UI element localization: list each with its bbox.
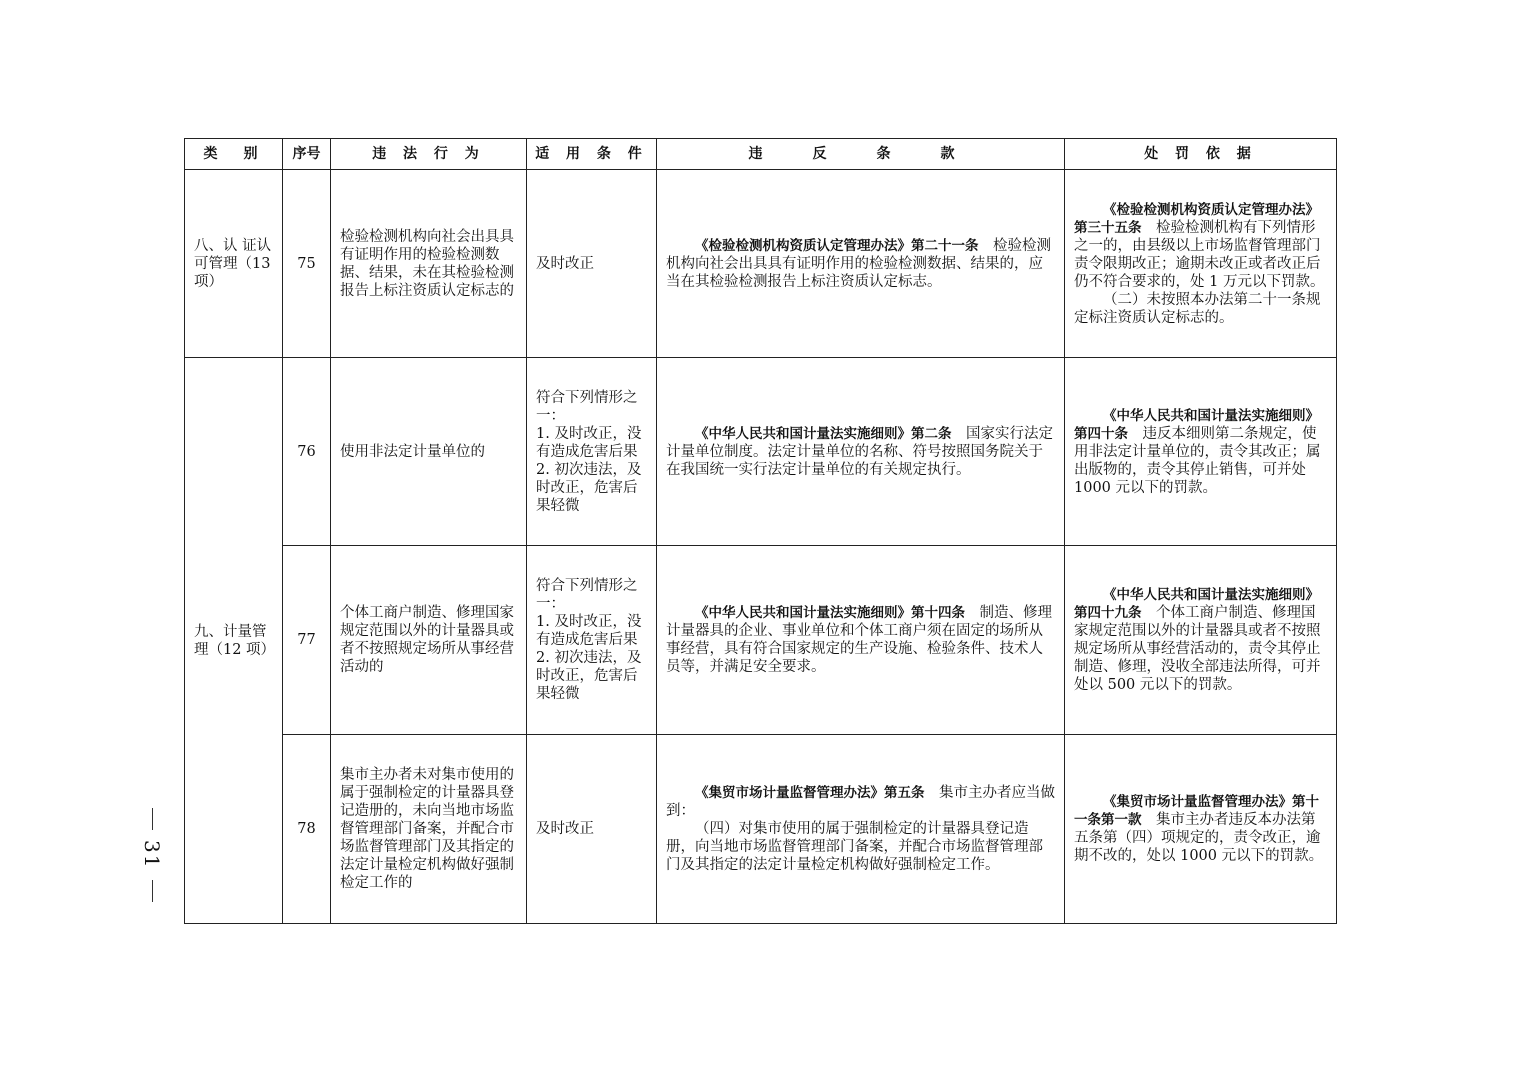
header-seq: 序号 [283, 139, 331, 170]
penalty-text: 检验检测机构有下列情形之一的，由县级以上市场监督管理部门责令限期改正；逾期未改正或者改正后仍不符合要求的，处 1 万元以下罚款。 [1074, 219, 1325, 290]
page-number-dash [152, 880, 153, 902]
condition-cell: 及时改正 [527, 735, 657, 924]
condition-cell [527, 358, 657, 546]
page-number [132, 800, 172, 910]
header-penalty: 处 罚 依 据 [1065, 139, 1337, 170]
clause-title: 《中华人民共和国计量法实施细则》第二条 [695, 425, 952, 442]
condition-cell: 及时改正 [527, 170, 657, 358]
header-clause: 违 反 条 款 [657, 139, 1065, 170]
seq-cell: 76 [283, 358, 331, 546]
clause-title: 《中华人民共和国计量法实施细则》第十四条 [695, 605, 965, 621]
clause-title: 《检验检测机构资质认定管理办法》第二十一条 [695, 237, 979, 254]
header-condition: 适 用 条 件 [527, 139, 657, 170]
clause-text: 检验检测机构向社会出具具有证明作用的检验检测数据、结果的，应当在其检验检测报告上标注资质认定标志。 [666, 237, 1051, 290]
condition-line: 2. 初次违法，及时改正，危害后果轻微 [536, 461, 642, 514]
page-number-text: 31 [140, 840, 164, 870]
penalty-title: 《集贸市场计量监督管理办法》第十一条第一款 [1074, 794, 1319, 828]
table-row [185, 170, 1337, 358]
penalty-cell [1065, 735, 1337, 924]
seq-cell: 78 [283, 735, 331, 924]
table-row [185, 546, 1337, 735]
condition-line: 符合下列情形之一： [536, 389, 638, 424]
clause-title: 《集贸市场计量监督管理办法》第五条 [695, 785, 925, 801]
seq-cell: 77 [283, 546, 331, 735]
penalty-cell [1065, 546, 1337, 735]
clause-text: 集市主办者应当做到： [666, 785, 1055, 819]
penalty-title: 《中华人民共和国计量法实施细则》第四十九条 [1074, 587, 1319, 621]
condition-line: 1. 及时改正，没有造成危害后果 [536, 614, 642, 648]
clause-text: 国家实行法定计量单位制度。法定计量单位的名称、符号按照国务院关于在我国统一实行法定计量单位的有关规定执行。 [666, 425, 1053, 478]
penalty-cell [1065, 170, 1337, 358]
header-row [185, 139, 1337, 170]
clause-cell [657, 735, 1065, 924]
condition-line: 符合下列情形之一： [536, 578, 638, 612]
penalty-title: 《检验检测机构资质认定管理办法》第三十五条 [1074, 201, 1319, 236]
condition-line: 2. 初次违法，及时改正，危害后果轻微 [536, 650, 642, 702]
penalty-cell [1065, 358, 1337, 546]
behavior-cell: 使用非法定计量单位的 [331, 358, 527, 546]
penalty-title: 《中华人民共和国计量法实施细则》第四十条 [1074, 407, 1319, 442]
penalty-text: 违反本细则第二条规定，使用非法定计量单位的，责令其改正；属出版物的，责令其停止销售，可并处 1000 元以下的罚款。 [1074, 425, 1321, 496]
clause-text-item: （四）对集市使用的属于强制检定的计量器具登记造册，向当地市场监督管理部门备案，并配合市场监督管理部门及其指定的法定计量检定机构做好强制检定工作。 [666, 821, 1043, 873]
clause-cell [657, 358, 1065, 546]
penalty-text: 集市主办者违反本办法第五条第（四）项规定的，责令改正，逾期不改的，处以 1000 元以下的罚款。 [1074, 812, 1324, 864]
header-category: 类 别 [185, 139, 283, 170]
condition-line: 1. 及时改正，没有造成危害后果 [536, 425, 642, 460]
header-behavior: 违 法 行 为 [331, 139, 527, 170]
regulation-table [184, 138, 1337, 924]
behavior-cell: 个体工商户制造、修理国家规定范围以外的计量器具或者不按照规定场所从事经营活动的 [331, 546, 527, 735]
category-cell: 八、认 证认可管理（13 项） [185, 170, 283, 358]
table-row [185, 735, 1337, 924]
behavior-cell: 集市主办者未对集市使用的属于强制检定的计量器具登记造册的，未向当地市场监督管理部门备案，并配合市场监督管理部门及其指定的法定计量检定机构做好强制检定工作的 [331, 735, 527, 924]
penalty-text: 个体工商户制造、修理国家规定范围以外的计量器具或者不按照规定场所从事经营活动的，责令其停止制造、修理，没收全部违法所得，可并处以 500 元以下的罚款。 [1074, 605, 1321, 693]
clause-text: 制造、修理计量器具的企业、事业单位和个体工商户须在固定的场所从事经营，具有符合国家规定的生产设施、检验条件、技术人员等，并满足安全要求。 [666, 605, 1052, 675]
clause-cell [657, 170, 1065, 358]
seq-cell: 75 [283, 170, 331, 358]
page-number-dash [152, 808, 153, 830]
condition-cell [527, 546, 657, 735]
category-cell: 九、计量管理（12 项） [185, 358, 283, 924]
penalty-text-item: （二）未按照本办法第二十一条规定标注资质认定标志的。 [1074, 291, 1321, 326]
clause-cell [657, 546, 1065, 735]
table-row [185, 358, 1337, 546]
behavior-cell: 检验检测机构向社会出具具有证明作用的检验检测数据、结果，未在其检验检测报告上标注资质认定标志的 [331, 170, 527, 358]
